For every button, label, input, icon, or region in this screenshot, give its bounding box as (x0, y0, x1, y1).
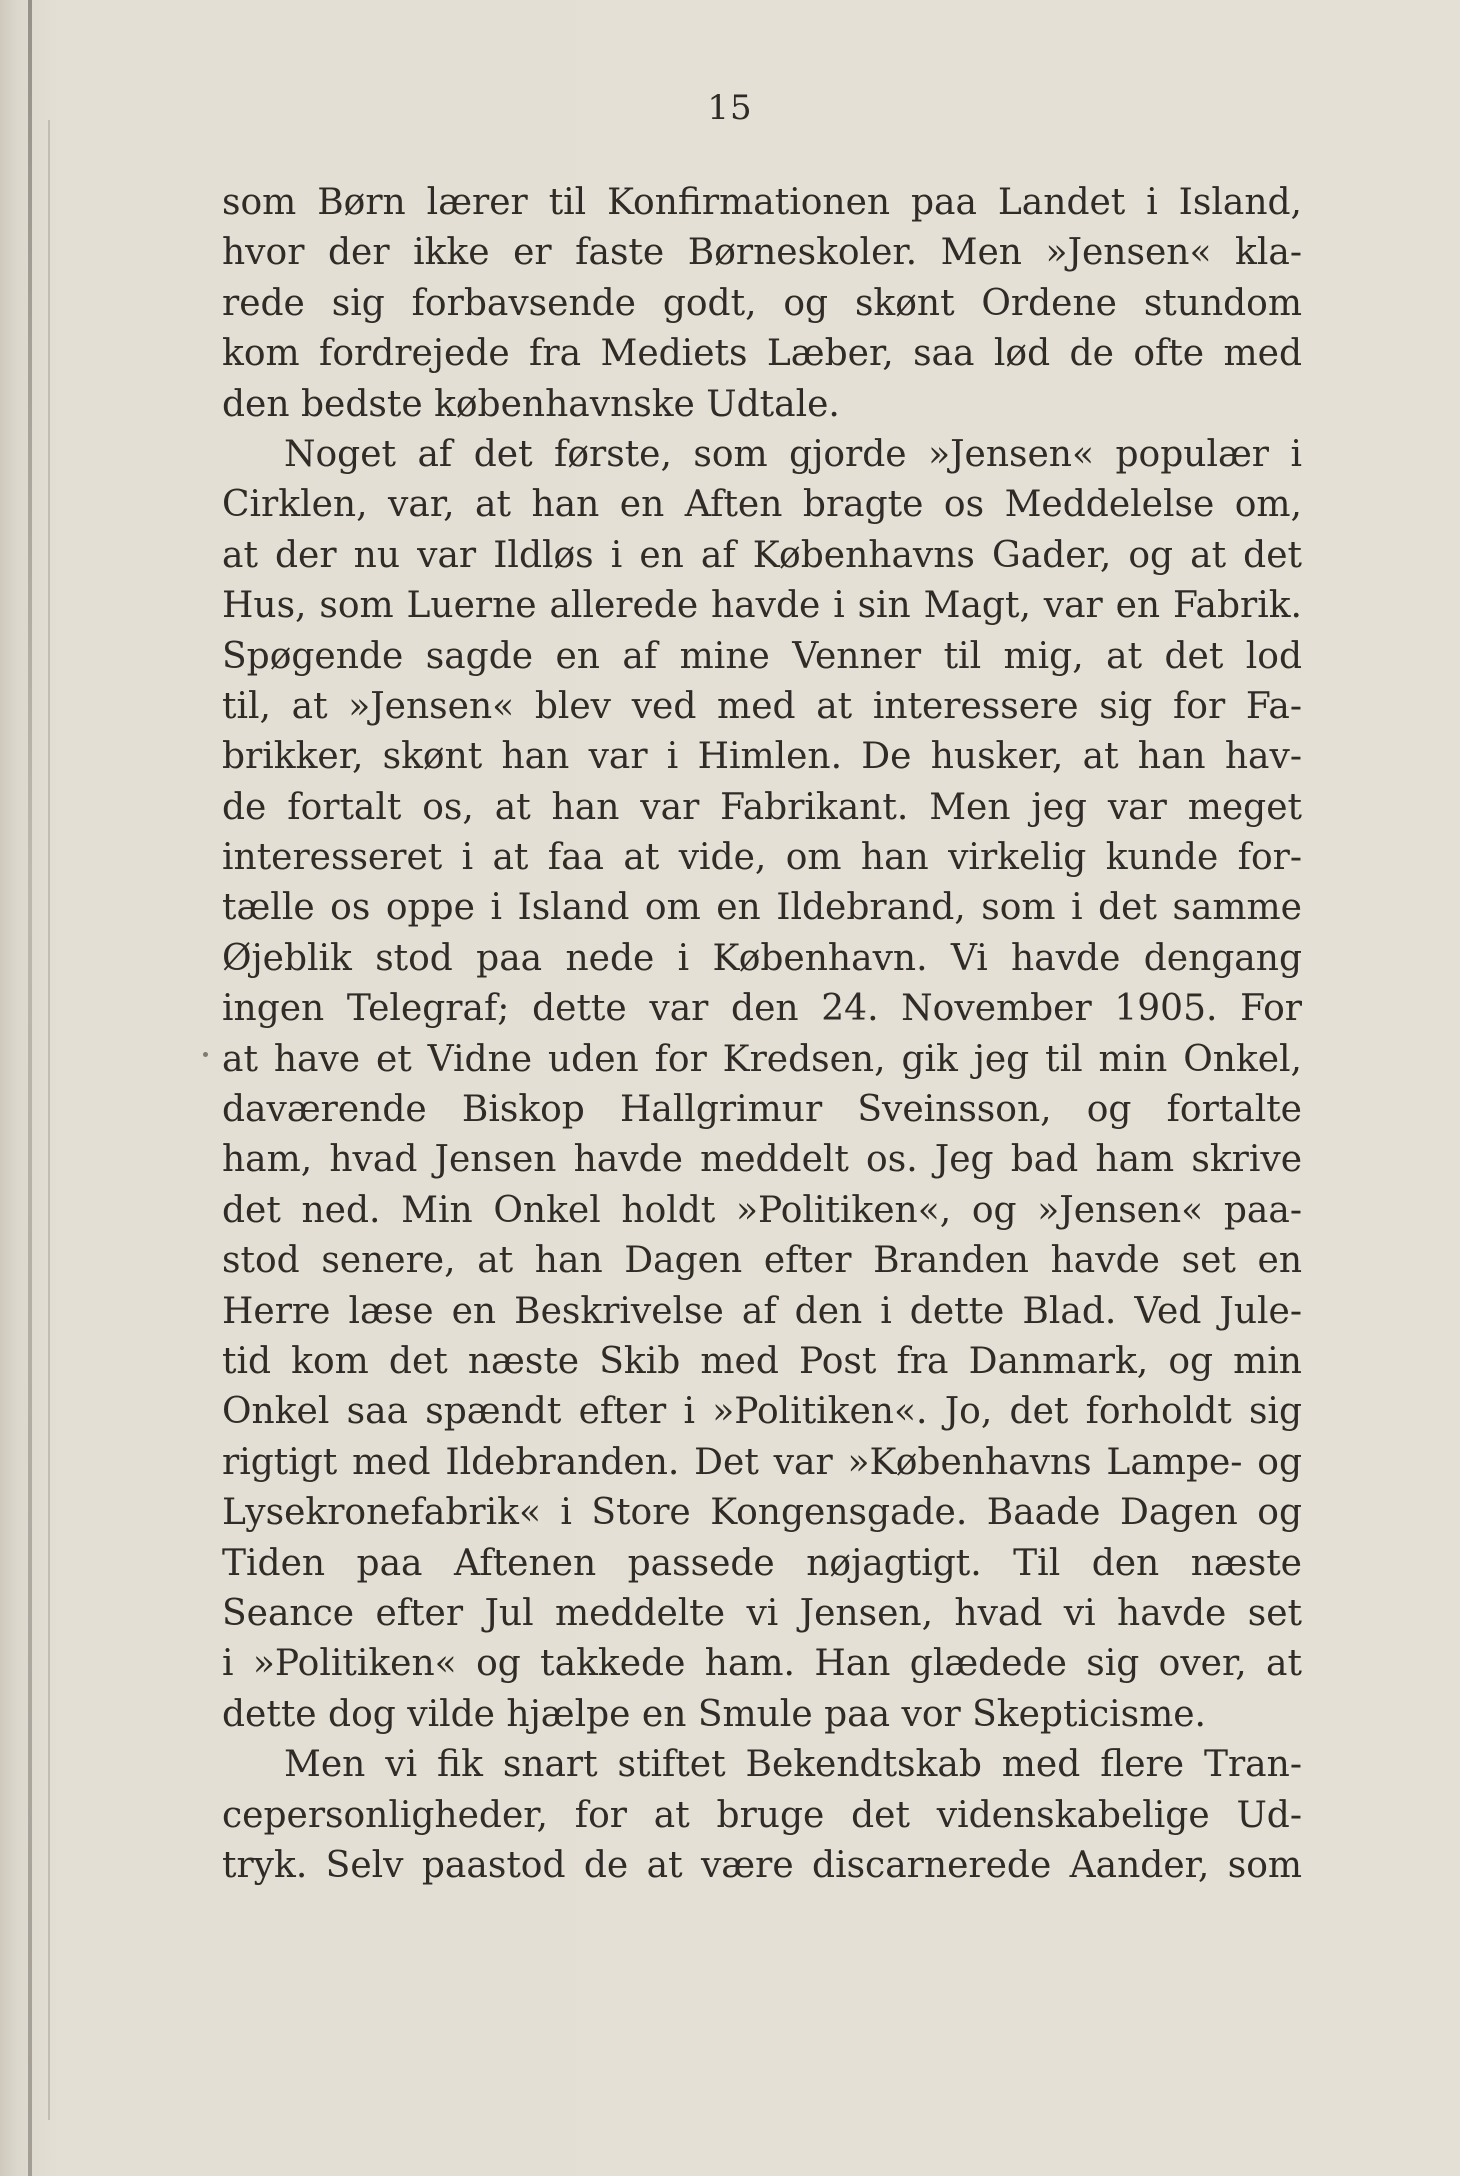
text-line: tid kom det næste Skib med Post fra Danmark, og min (222, 1340, 1302, 1382)
paragraph-3 (222, 1740, 1302, 1891)
text-line: den bedste københavnske Udtale. (222, 383, 840, 425)
text-line: cepersonligheder, for at bruge det videnskabelige Ud- (222, 1794, 1302, 1836)
text-line: daværende Biskop Hallgrimur Sveinsson, og fortalte (222, 1089, 1302, 1131)
text-line: brikker, skønt han var i Himlen. De husker, at han hav- (222, 736, 1302, 778)
text-line: interesseret i at faa at vide, om han virkelig kunde for- (222, 837, 1302, 879)
text-line: Herre læse en Beskrivelse af den i dette Blad. Ved Jule- (222, 1290, 1302, 1332)
binding-edge (28, 0, 32, 2176)
text-line: Seance efter Jul meddelte vi Jensen, hvad vi havde set (222, 1592, 1302, 1634)
paragraph-1 (222, 178, 1302, 430)
paragraph-2 (222, 430, 1302, 1740)
text-line: Onkel saa spændt efter i »Politiken«. Jo, det forholdt sig (222, 1391, 1302, 1433)
text-line: Hus, som Luerne allerede havde i sin Magt, var en Fabrik. (222, 585, 1302, 627)
text-line: til, at »Jensen« blev ved med at interessere sig for Fa- (222, 685, 1302, 727)
text-line: dette dog vilde hjælpe en Smule paa vor Skepticisme. (222, 1693, 1206, 1735)
text-line: Tiden paa Aftenen passede nøjagtigt. Til den næste (222, 1542, 1302, 1584)
text-line: i »Politiken« og takkede ham. Han glædede sig over, at (222, 1643, 1302, 1685)
text-line: det ned. Min Onkel holdt »Politiken«, og »Jensen« paa- (222, 1189, 1302, 1231)
text-line: ingen Telegraf; dette var den 24. November 1905. For (222, 988, 1302, 1030)
text-line: ham, hvad Jensen havde meddelt os. Jeg bad ham skrive (222, 1139, 1302, 1181)
text-line: tryk. Selv paastod de at være discarnerede Aander, som (222, 1844, 1302, 1886)
binding-shadow (48, 120, 50, 2120)
text-line: Øjeblik stod paa nede i København. Vi havde dengang (222, 937, 1302, 979)
text-line: Noget af det første, som gjorde »Jensen« populær i (284, 433, 1302, 475)
text-line: tælle os oppe i Island om en Ildebrand, som i det samme (222, 887, 1302, 929)
text-line: Men vi fik snart stiftet Bekendtskab med flere Tran- (284, 1744, 1302, 1786)
text-line: hvor der ikke er faste Børneskoler. Men »Jensen« kla- (222, 232, 1302, 274)
text-line: rigtigt med Ildebranden. Det var »Københavns Lampe- og (222, 1441, 1302, 1483)
text-line: de fortalt os, at han var Fabrikant. Men jeg var meget (222, 786, 1302, 828)
text-line: Lysekronefabrik« i Store Kongensgade. Baade Dagen og (222, 1492, 1302, 1534)
text-line: at have et Vidne uden for Kredsen, gik jeg til min Onkel, (222, 1038, 1302, 1080)
text-line: at der nu var Ildløs i en af Københavns Gader, og at det (222, 534, 1302, 576)
body-text (222, 178, 1302, 1891)
margin-mark (203, 1052, 208, 1057)
text-line: som Børn lærer til Konfirmationen paa Landet i Island, (222, 182, 1302, 223)
text-line: Spøgende sagde en af mine Venner til mig, at det lod (222, 635, 1302, 677)
text-line: Cirklen, var, at han en Aften bragte os Meddelelse om, (222, 484, 1302, 526)
text-line: stod senere, at han Dagen efter Branden havde set en (222, 1240, 1302, 1282)
page-number: 15 (707, 88, 753, 128)
text-line: rede sig forbavsende godt, og skønt Ordene stundom (222, 282, 1302, 324)
text-line: kom fordrejede fra Mediets Læber, saa lød de ofte med (222, 333, 1302, 375)
